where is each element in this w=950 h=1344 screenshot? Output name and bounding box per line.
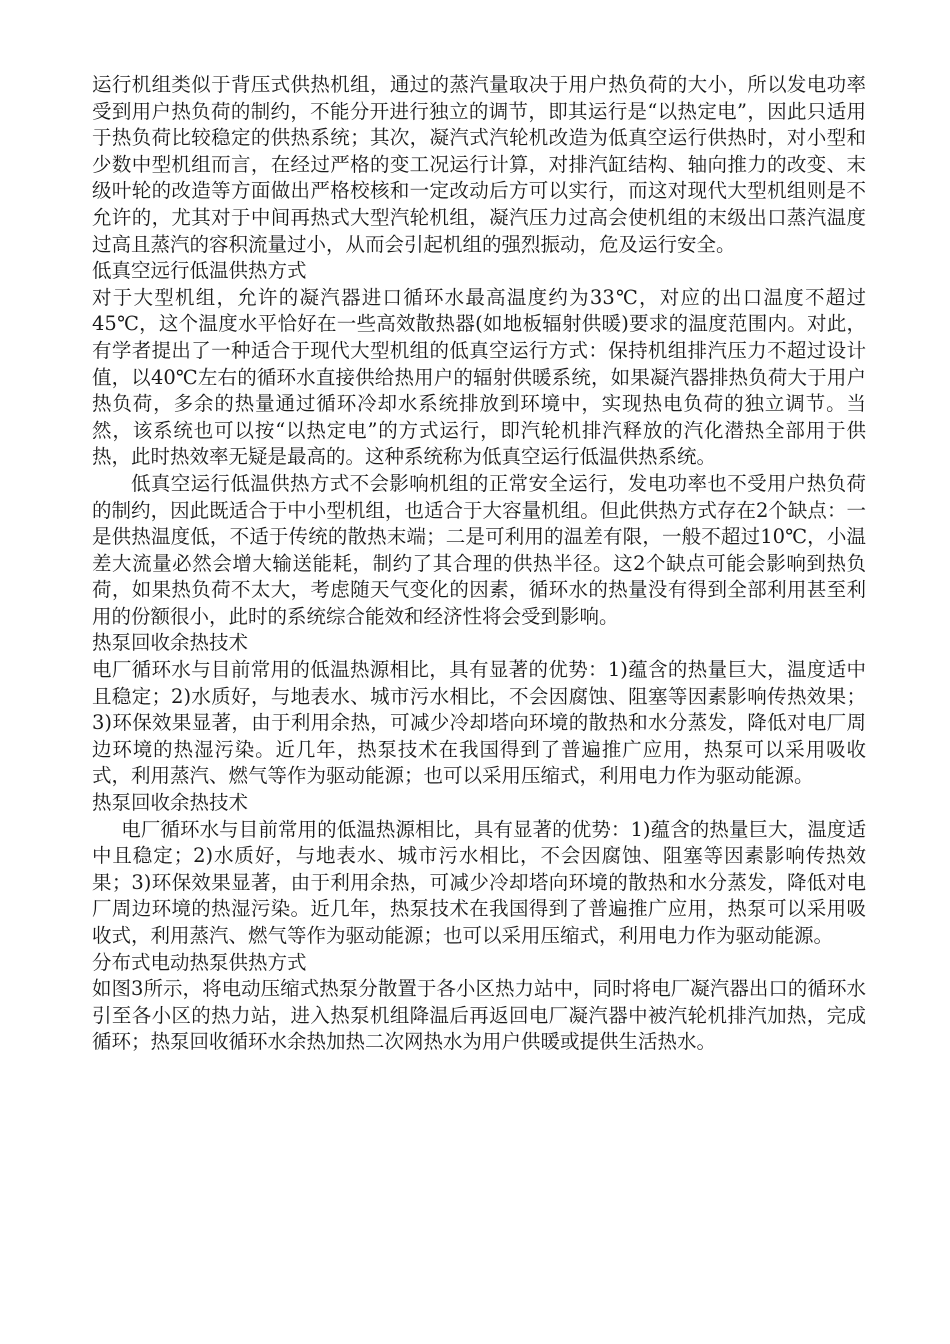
paragraph-heat-pump-advantages: 电厂循环水与目前常用的低温热源相比，具有显著的优势：1)蕴含的热量巨大，温度适中且稳定；2)水质好，与地表水、城市污水相比，不会因腐蚀、阻塞等因素影响传热效果；3)环保效果显著，由于利用余热，可减少冷却塔向环境的散热和水分蒸发，降低对电厂周边环境的热湿污染。近几年，热泵技术在我国得到了普遍推广应用，热泵可以采用吸收式，利用蒸汽、燃气等作为驱动能源；也可以采用压缩式，利用电力作为驱动能源。 xyxy=(92,658,866,788)
paragraph-distributed-heat-pump: 如图3所示，将电动压缩式热泵分散置于各小区热力站中，同时将电厂凝汽器出口的循环水引至各小区的热力站，进入热泵机组降温后再返回电厂凝汽器中被汽轮机排汽加热，完成循环；热泵回收循环水余热加热二次网热水为用户供暖或提供生活热水。 xyxy=(92,977,866,1054)
paragraph-large-unit-low-vacuum: 对于大型机组，允许的凝汽器进口循环水最高温度约为33℃，对应的出口温度不超过45℃，这个温度水平恰好在一些高效散热器(如地板辐射供暖)要求的温度范围内。对此，有学者提出了一种适合于现代大型机组的低真空运行方式：保持机组排汽压力不超过设计值，以40℃左右的循环水直接供给热用户的辐射供暖系统，如果凝汽器排热负荷大于用户热负荷，多余的热量通过循环冷却水系统排放到环境中，实现热电负荷的独立调节。当然，该系统也可以按“以热定电”的方式运行，即汽轮机排汽释放的汽化潜热全部用于供热，此时热效率无疑是最高的。这种系统称为低真空运行低温供热系统。 xyxy=(92,285,866,469)
section-heading-heat-pump-recovery: 热泵回收余热技术 xyxy=(92,631,249,655)
paragraph-low-vacuum-limits: 运行机组类似于背压式供热机组，通过的蒸汽量取决于用户热负荷的大小，所以发电功率受到用户热负荷的制约，不能分开进行独立的调节，即其运行是“以热定电”，因此只适用于热负荷比较稳定的供热系统；其次，凝汽式汽轮机改造为低真空运行供热时，对小型和少数中型机组而言，在经过严格的变工况运行计算，对排汽缸结构、轴向推力的改变、末级叶轮的改造等方面做出严格校核和一定改动后方可以实行，而这对现代大型机组则是不允许的，尤其对于中间再热式大型汽轮机组，凝汽压力过高会使机组的末级出口蒸汽温度过高且蒸汽的容积流量过小，从而会引起机组的强烈振动，危及运行安全。 xyxy=(92,73,866,256)
document-body xyxy=(92,72,866,1056)
paragraph-heat-pump-advantages-repeat: 电厂循环水与目前常用的低温热源相比，具有显著的优势：1)蕴含的热量巨大，温度适中且稳定；2)水质好，与地表水、城市污水相比，不会因腐蚀、阻塞等因素影响传热效果；3)环保效果显著，由于利用余热，可减少冷却塔向环境的散热和水分蒸发，降低对电厂周边环境的热湿污染。近几年，热泵技术在我国得到了普遍推广应用，热泵可以采用吸收式，利用蒸汽、燃气等作为驱动能源；也可以采用压缩式，利用电力作为驱动能源。 xyxy=(92,817,866,947)
section-heading-low-vacuum-heating: 低真空远行低温供热方式 xyxy=(92,259,307,283)
section-heading-heat-pump-recovery-repeat: 热泵回收余热技术 xyxy=(92,791,249,815)
section-heading-distributed-heat-pump: 分布式电动热泵供热方式 xyxy=(92,950,307,974)
paragraph-low-vacuum-drawbacks: 低真空运行低温供热方式不会影响机组的正常安全运行，发电功率也不受用户热负荷的制约，因此既适合于中小型机组，也适合于大容量机组。但此供热方式存在2个缺点：一是供热温度低，不适于传统的散热末端；二是可利用的温差有限，一般不超过10℃，小温差大流量必然会增大输送能耗，制约了其合理的供热半径。这2个缺点可能会影响到热负荷，如果热负荷不太大，考虑随天气变化的因素，循环水的热量没有得到全部利用甚至利用的份额很小，此时的系统综合能效和经济性将会受到影响。 xyxy=(92,471,866,628)
